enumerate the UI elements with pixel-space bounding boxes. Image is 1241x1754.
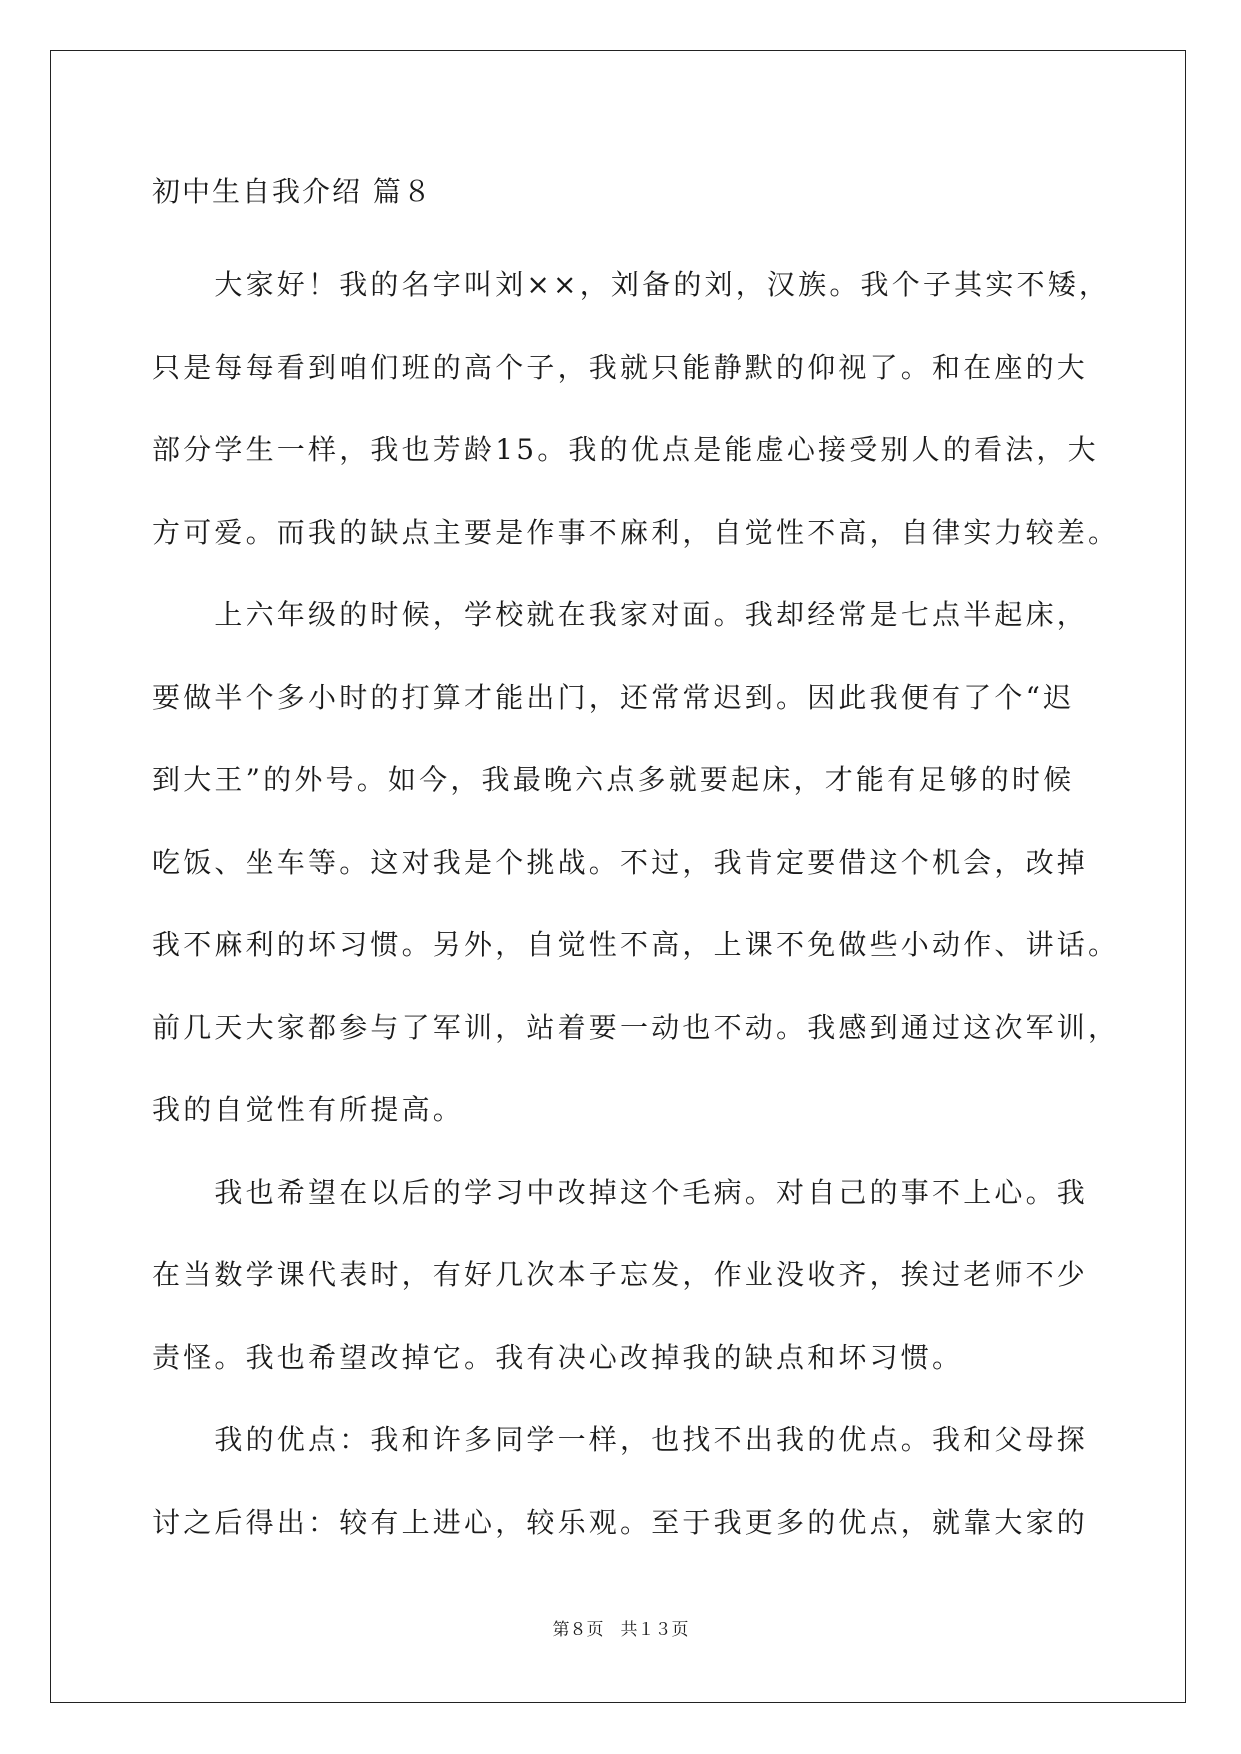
text-line: 大家好！我的名字叫刘××，刘备的刘，汉族。我个子其实不矮， [152,268,1111,301]
text-line: 我也希望在以后的学习中改掉这个毛病。对自己的事不上心。我 [152,1175,1089,1209]
text-line: 讨之后得出：较有上进心，较乐观。至于我更多的优点，就靠大家的 [152,1505,1089,1539]
paragraph-block [152,244,1120,1564]
document-title: 初中生自我介绍 篇８ [152,175,433,208]
text-line: 在当数学课代表时，有好几次本子忘发，作业没收齐，挨过老师不少 [152,1258,1089,1291]
document-body [152,162,1120,1564]
text-line: 我的自觉性有所提高。 [152,1093,465,1126]
text-line: 上六年级的时候，学校就在我家对面。我却经常是七点半起床， [152,598,1089,631]
text-line: 吃饭、坐车等。这对我是个挑战。不过，我肯定要借这个机会，改掉 [152,845,1089,879]
text-line: 前几天大家都参与了军训，站着要一动也不动。我感到通过这次军训， [152,1010,1120,1044]
text-line: 部分学生一样，我也芳龄15。我的优点是能虚心接受别人的看法，大 [152,433,1099,466]
text-line: 要做半个多小时的打算才能出门，还常常迟到。因此我便有了个“迟 [152,680,1075,714]
text-line: 只是每每看到咱们班的高个子，我就只能静默的仰视了。和在座的大 [152,350,1089,384]
text-line: 到大王”的外号。如今，我最晚六点多就要起床，才能有足够的时候 [152,763,1075,796]
text-line: 我的优点：我和许多同学一样，也找不出我的优点。我和父母探 [152,1423,1089,1456]
text-line: 责怪。我也希望改掉它。我有决心改掉我的缺点和坏习惯。 [152,1340,964,1374]
text-line: 我不麻利的坏习惯。另外，自觉性不高，上课不免做些小动作、讲话。 [152,928,1120,961]
page-number-footer: 第８页 共１３页 [552,1620,689,1640]
text-line: 方可爱。而我的缺点主要是作事不麻利，自觉性不高，自律实力较差。 [152,515,1120,549]
